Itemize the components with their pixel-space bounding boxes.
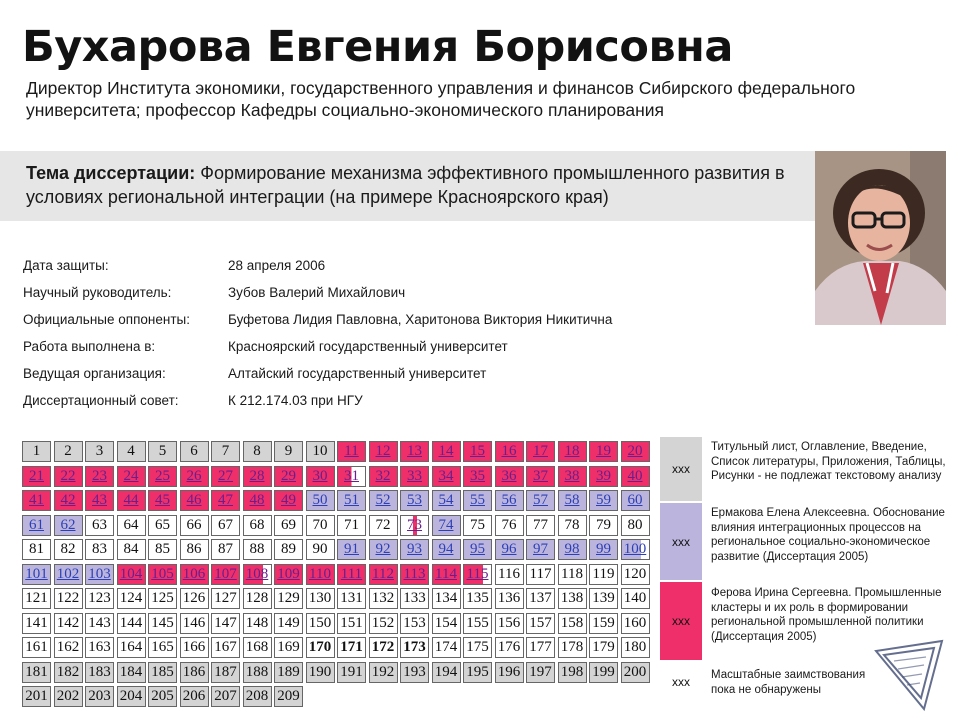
page-cell: 201 — [22, 686, 51, 707]
page-cell[interactable]: 52 — [369, 490, 398, 511]
page-cell: 81 — [22, 539, 51, 560]
page-cell: 133 — [400, 588, 429, 609]
page-cell[interactable]: 44 — [117, 490, 146, 511]
page-cell: 75 — [463, 515, 492, 536]
page-cell: 70 — [306, 515, 335, 536]
page-cell: 71 — [337, 515, 366, 536]
page-cell: 135 — [463, 588, 492, 609]
page-cell: 129 — [274, 588, 303, 609]
page-cell[interactable]: 30 — [306, 466, 335, 487]
page-cell: 142 — [54, 613, 83, 634]
page-cell[interactable]: 115 — [463, 564, 492, 585]
legend-text-no-borrowing: Масштабные заимствования пока не обнаружены — [711, 669, 866, 696]
page-cell[interactable]: 93 — [400, 539, 429, 560]
page-cell: 195 — [463, 662, 492, 683]
page-cell: 117 — [526, 564, 555, 585]
page-cell: 191 — [337, 662, 366, 683]
page-cell[interactable]: 110 — [306, 564, 335, 585]
page-cell[interactable]: 31 — [337, 466, 366, 487]
page-cell: 153 — [400, 613, 429, 634]
page-cell[interactable]: 61 — [22, 515, 51, 536]
seal-stamp — [870, 635, 946, 715]
page-cell: 76 — [495, 515, 524, 536]
page-cell: 90 — [306, 539, 335, 560]
page-cell: 165 — [148, 637, 177, 658]
page-cell: 63 — [85, 515, 114, 536]
page-cell[interactable]: 105 — [148, 564, 177, 585]
page-cell: 68 — [243, 515, 272, 536]
page-cell[interactable]: 56 — [495, 490, 524, 511]
page-cell[interactable]: 73 — [400, 515, 429, 536]
page-cell: 186 — [180, 662, 209, 683]
page-cell: 118 — [558, 564, 587, 585]
page-cell: 86 — [180, 539, 209, 560]
page-cell[interactable]: 100 — [621, 539, 650, 560]
page-cell: 79 — [589, 515, 618, 536]
page-cell: 204 — [117, 686, 146, 707]
page-cell[interactable]: 39 — [589, 466, 618, 487]
page-cell[interactable]: 48 — [243, 490, 272, 511]
page-cell[interactable]: 111 — [337, 564, 366, 585]
page-cell[interactable]: 109 — [274, 564, 303, 585]
page-cell: 128 — [243, 588, 272, 609]
page-cell: 67 — [211, 515, 240, 536]
portrait-photo — [815, 151, 946, 325]
info-value: Красноярский государственный университет — [228, 339, 508, 354]
page-cell[interactable]: 53 — [400, 490, 429, 511]
page-cell[interactable]: 34 — [432, 466, 461, 487]
page-cell[interactable]: 47 — [211, 490, 240, 511]
page-cell: 209 — [274, 686, 303, 707]
page-cell: 84 — [117, 539, 146, 560]
info-label: Диссертационный совет: — [23, 393, 179, 408]
info-value: Алтайский государственный университет — [228, 366, 487, 381]
page-cell: 124 — [117, 588, 146, 609]
page-cell: 87 — [211, 539, 240, 560]
page-cell: 205 — [148, 686, 177, 707]
page-cell: 149 — [274, 613, 303, 634]
page-cell: 194 — [432, 662, 461, 683]
page-cell: 196 — [495, 662, 524, 683]
page-cell: 125 — [148, 588, 177, 609]
page-cell: 72 — [369, 515, 398, 536]
page-cell[interactable]: 102 — [54, 564, 83, 585]
page-cell: 64 — [117, 515, 146, 536]
topic-label: Тема диссертации: — [26, 163, 196, 183]
page-cell: 69 — [274, 515, 303, 536]
page-cell: 160 — [621, 613, 650, 634]
legend-box-white: xxx — [660, 664, 702, 700]
page-cell: 158 — [558, 613, 587, 634]
page-cell[interactable]: 114 — [432, 564, 461, 585]
info-value: Зубов Валерий Михайлович — [228, 285, 406, 300]
page-cell[interactable]: 112 — [369, 564, 398, 585]
page-cell[interactable]: 107 — [211, 564, 240, 585]
legend-box-gray: xxx — [660, 437, 702, 501]
info-value: 28 апреля 2006 — [228, 258, 326, 273]
page-cell[interactable]: 95 — [463, 539, 492, 560]
info-value: Буфетова Лидия Павловна, Харитонова Виктория Никитична — [228, 312, 613, 327]
page-cell: 199 — [589, 662, 618, 683]
page-cell[interactable]: 28 — [243, 466, 272, 487]
page-cell[interactable]: 11 — [337, 441, 366, 462]
page-cell: 164 — [117, 637, 146, 658]
page-cell: 130 — [306, 588, 335, 609]
page-cell[interactable]: 103 — [85, 564, 114, 585]
page-cell: 193 — [400, 662, 429, 683]
page-cell[interactable]: 15 — [463, 441, 492, 462]
page-cell: 168 — [243, 637, 272, 658]
page-cell: 116 — [495, 564, 524, 585]
page-cell[interactable]: 18 — [558, 441, 587, 462]
page-cell: 66 — [180, 515, 209, 536]
page-cell: 3 — [85, 441, 114, 462]
person-position: Директор Института экономики, государственного управления и финансов Сибирского федерального университета; профессор Кафедры социально-экономического планирования — [26, 78, 856, 120]
legend-text-source-ermakova: Ермакова Елена Алексеевна. Обоснование влияния интеграционных процессов на региональное социально-экономическое развитие (Диссертация 2005) — [711, 507, 945, 563]
page-cell: 136 — [495, 588, 524, 609]
page-cell[interactable]: 14 — [432, 441, 461, 462]
page-cell[interactable]: 97 — [526, 539, 555, 560]
page-cell[interactable]: 12 — [369, 441, 398, 462]
page-cell[interactable]: 43 — [85, 490, 114, 511]
page-cell: 138 — [558, 588, 587, 609]
page-cell[interactable]: 92 — [369, 539, 398, 560]
info-row-defense-date — [23, 252, 803, 279]
page-cell: 190 — [306, 662, 335, 683]
page-cell: 161 — [22, 637, 51, 658]
page-cell: 176 — [495, 637, 524, 658]
page-cell: 2 — [54, 441, 83, 462]
info-label: Научный руководитель: — [23, 285, 172, 300]
page-cell: 78 — [558, 515, 587, 536]
legend-text-source-ferova: Ферова Ирина Сергеевна. Промышленные кластеры и их роль в формировании региональной промышленной политики (Диссертация 2005) — [711, 587, 942, 643]
page-cell: 187 — [211, 662, 240, 683]
page-cell: 188 — [243, 662, 272, 683]
info-row-institution — [23, 333, 803, 360]
page-cell[interactable]: 49 — [274, 490, 303, 511]
page-cell: 126 — [180, 588, 209, 609]
page-cell: 184 — [117, 662, 146, 683]
page-cell: 185 — [148, 662, 177, 683]
page-cell: 1 — [22, 441, 51, 462]
page-cell: 198 — [558, 662, 587, 683]
page-cell: 127 — [211, 588, 240, 609]
page-cell: 203 — [85, 686, 114, 707]
page-cell[interactable]: 36 — [495, 466, 524, 487]
dissertation-topic — [26, 161, 816, 209]
page-cell[interactable]: 42 — [54, 490, 83, 511]
info-row-council — [23, 387, 803, 414]
page-cell: 179 — [589, 637, 618, 658]
page-cell[interactable]: 58 — [558, 490, 587, 511]
page-cell: 178 — [558, 637, 587, 658]
page-cell[interactable]: 96 — [495, 539, 524, 560]
page-cell: 140 — [621, 588, 650, 609]
page-cell[interactable]: 17 — [526, 441, 555, 462]
portrait-image — [815, 151, 946, 325]
page-cell[interactable]: 35 — [463, 466, 492, 487]
page-cell: 157 — [526, 613, 555, 634]
page-cell: 206 — [180, 686, 209, 707]
page-cell: 4 — [117, 441, 146, 462]
page-cell: 155 — [463, 613, 492, 634]
page-cell: 200 — [621, 662, 650, 683]
page-cell: 148 — [243, 613, 272, 634]
page-cell: 207 — [211, 686, 240, 707]
page-cell: 137 — [526, 588, 555, 609]
page-cell[interactable]: 33 — [400, 466, 429, 487]
page-cell: 192 — [369, 662, 398, 683]
page-cell: 10 — [306, 441, 335, 462]
page-cell: 89 — [274, 539, 303, 560]
page-cell: 123 — [85, 588, 114, 609]
page-cell[interactable]: 113 — [400, 564, 429, 585]
page-cell: 7 — [211, 441, 240, 462]
page-cell: 180 — [621, 637, 650, 658]
page-cell[interactable]: 41 — [22, 490, 51, 511]
page-cell: 197 — [526, 662, 555, 683]
legend-box-pink: xxx — [660, 582, 702, 660]
page-cell: 122 — [54, 588, 83, 609]
page-cell[interactable]: 45 — [148, 490, 177, 511]
page-cell: 151 — [337, 613, 366, 634]
page-cell[interactable]: 37 — [526, 466, 555, 487]
page-cell[interactable]: 16 — [495, 441, 524, 462]
page-cell: 163 — [85, 637, 114, 658]
page-cell: 159 — [589, 613, 618, 634]
page-cell: 132 — [369, 588, 398, 609]
page-cell: 156 — [495, 613, 524, 634]
page-cell: 5 — [148, 441, 177, 462]
page-cell[interactable]: 40 — [621, 466, 650, 487]
page-cell: 175 — [463, 637, 492, 658]
page-cell[interactable]: 38 — [558, 466, 587, 487]
page-cell: 162 — [54, 637, 83, 658]
page-cell[interactable]: 104 — [117, 564, 146, 585]
info-label: Дата защиты: — [23, 258, 109, 273]
page-cell: 172 — [369, 637, 398, 658]
info-label: Ведущая организация: — [23, 366, 166, 381]
page-cell: 166 — [180, 637, 209, 658]
page-cell[interactable]: 13 — [400, 441, 429, 462]
page-cell: 121 — [22, 588, 51, 609]
legend-box-lavender: xxx — [660, 503, 702, 580]
page-cell[interactable]: 46 — [180, 490, 209, 511]
page-cell: 9 — [274, 441, 303, 462]
page-cell[interactable]: 57 — [526, 490, 555, 511]
page-cell: 131 — [337, 588, 366, 609]
page-cell: 170 — [306, 637, 335, 658]
info-row-leading-organization — [23, 360, 803, 387]
info-value: К 212.174.03 при НГУ — [228, 393, 363, 408]
page-cell: 167 — [211, 637, 240, 658]
page-cell: 171 — [337, 637, 366, 658]
page-cell: 181 — [22, 662, 51, 683]
page-cell[interactable]: 91 — [337, 539, 366, 560]
page-cell: 83 — [85, 539, 114, 560]
person-name: Бухарова Евгения Борисовна — [22, 22, 733, 72]
page-cell: 182 — [54, 662, 83, 683]
page-cell: 174 — [432, 637, 461, 658]
page-cell: 189 — [274, 662, 303, 683]
page-cell[interactable]: 108 — [243, 564, 272, 585]
legend-text-excluded: Титульный лист, Оглавление, Введение, Список литературы, Приложения, Таблицы, Рисунки - не подлежат текстовому анализу — [711, 441, 946, 482]
page-cell: 177 — [526, 637, 555, 658]
page-cell: 202 — [54, 686, 83, 707]
page-cell: 152 — [369, 613, 398, 634]
page-cell[interactable]: 55 — [463, 490, 492, 511]
page-cell[interactable]: 60 — [621, 490, 650, 511]
page-cell: 88 — [243, 539, 272, 560]
page-cell: 8 — [243, 441, 272, 462]
page-cell[interactable]: 51 — [337, 490, 366, 511]
page-cell[interactable]: 23 — [85, 466, 114, 487]
page-cell[interactable]: 101 — [22, 564, 51, 585]
info-label: Работа выполнена в: — [23, 339, 156, 354]
page-cell: 85 — [148, 539, 177, 560]
page-cell: 150 — [306, 613, 335, 634]
page-cell: 183 — [85, 662, 114, 683]
page-cell: 6 — [180, 441, 209, 462]
page-grid — [22, 437, 652, 712]
page-cell: 145 — [148, 613, 177, 634]
page-cell[interactable]: 94 — [432, 539, 461, 560]
page-cell[interactable]: 25 — [148, 466, 177, 487]
page-cell: 144 — [117, 613, 146, 634]
page-cell: 65 — [148, 515, 177, 536]
page-cell[interactable]: 26 — [180, 466, 209, 487]
page-cell[interactable]: 50 — [306, 490, 335, 511]
page-cell: 147 — [211, 613, 240, 634]
page-cell[interactable]: 99 — [589, 539, 618, 560]
page-cell[interactable]: 20 — [621, 441, 650, 462]
page-cell: 77 — [526, 515, 555, 536]
info-row-opponents — [23, 306, 803, 333]
page-cell: 169 — [274, 637, 303, 658]
page-cell[interactable]: 22 — [54, 466, 83, 487]
page-cell[interactable]: 74 — [432, 515, 461, 536]
page-cell: 173 — [400, 637, 429, 658]
page-cell: 120 — [621, 564, 650, 585]
page-cell: 139 — [589, 588, 618, 609]
page-cell: 80 — [621, 515, 650, 536]
page-cell[interactable]: 59 — [589, 490, 618, 511]
page-cell: 154 — [432, 613, 461, 634]
page-cell[interactable]: 32 — [369, 466, 398, 487]
page-cell: 134 — [432, 588, 461, 609]
page-cell[interactable]: 27 — [211, 466, 240, 487]
page-cell[interactable]: 106 — [180, 564, 209, 585]
page-cell[interactable]: 62 — [54, 515, 83, 536]
page-cell: 82 — [54, 539, 83, 560]
page-cell[interactable]: 21 — [22, 466, 51, 487]
info-label: Официальные оппоненты: — [23, 312, 190, 327]
page-cell[interactable]: 19 — [589, 441, 618, 462]
page-cell: 208 — [243, 686, 272, 707]
page-cell[interactable]: 29 — [274, 466, 303, 487]
page-cell[interactable]: 24 — [117, 466, 146, 487]
page-cell[interactable]: 54 — [432, 490, 461, 511]
page-cell: 146 — [180, 613, 209, 634]
info-table — [23, 252, 803, 414]
topic-text: Формирование механизма эффективного промышленного развития в условиях региональной интеграции (на примере Красноярского края) — [26, 163, 785, 207]
page-cell[interactable]: 98 — [558, 539, 587, 560]
page-cell: 141 — [22, 613, 51, 634]
info-row-supervisor — [23, 279, 803, 306]
page-cell: 119 — [589, 564, 618, 585]
page-cell: 143 — [85, 613, 114, 634]
